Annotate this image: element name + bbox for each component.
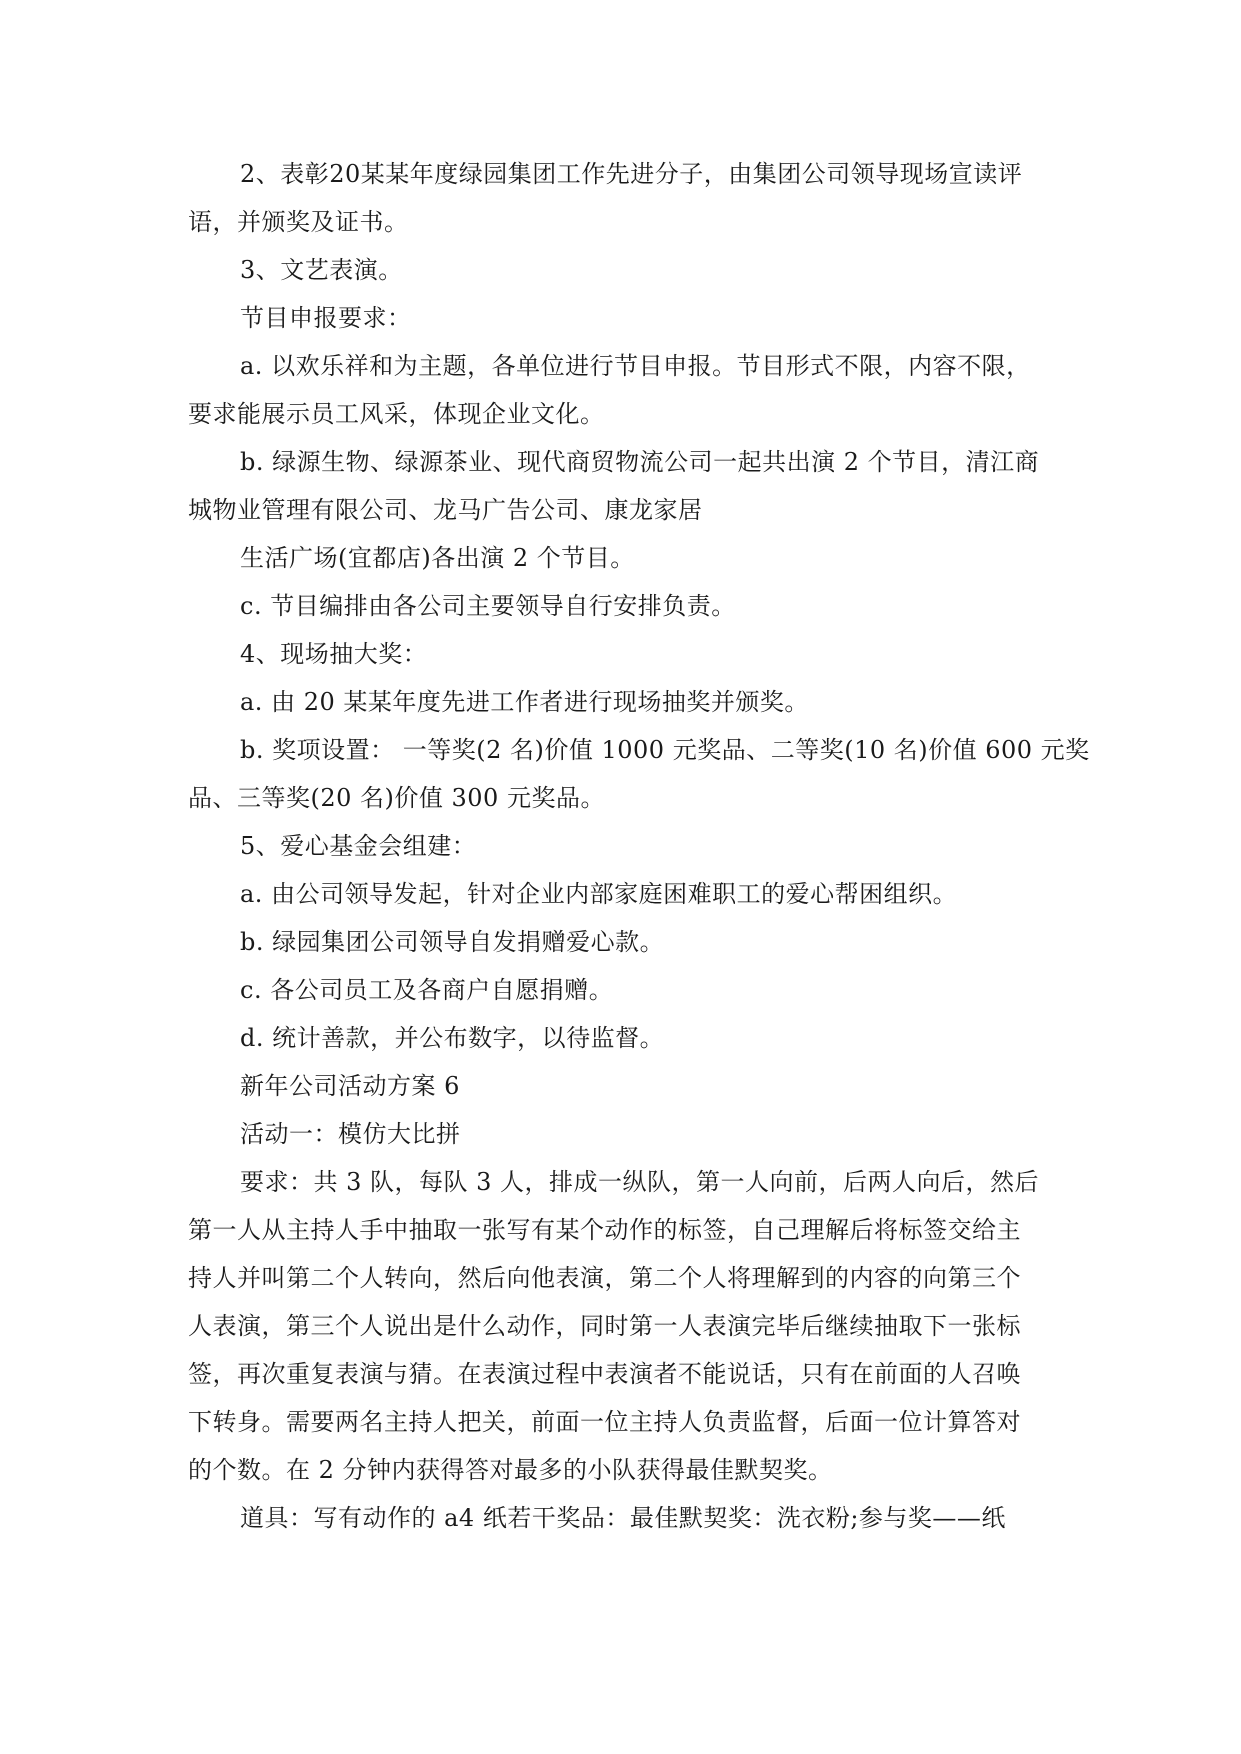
paragraph-line: 要求能展示员工风采，体现企业文化。 bbox=[188, 400, 605, 428]
paragraph-line: 人表演，第三个人说出是什么动作，同时第一人表演完毕后继续抽取下一张标 bbox=[188, 1312, 1021, 1340]
paragraph-line: 品、三等奖(20 名)价值 300 元奖品。 bbox=[188, 784, 605, 812]
paragraph-line: c. 节目编排由各公司主要领导自行安排负责。 bbox=[240, 592, 736, 620]
paragraph-line: 签，再次重复表演与猜。在表演过程中表演者不能说话，只有在前面的人召唤 bbox=[188, 1360, 1021, 1388]
paragraph-line: a. 由 20 某某年度先进工作者进行现场抽奖并颁奖。 bbox=[240, 688, 809, 716]
paragraph-line: 要求：共 3 队，每队 3 人，排成一纵队，第一人向前，后两人向后，然后 bbox=[240, 1168, 1040, 1196]
activity-title: 活动一：模仿大比拼 bbox=[240, 1120, 461, 1148]
section-heading: 新年公司活动方案 6 bbox=[240, 1072, 460, 1100]
paragraph-line: 语，并颁奖及证书。 bbox=[188, 208, 409, 236]
paragraph-line: 持人并叫第二个人转向，然后向他表演，第二个人将理解到的内容的向第三个 bbox=[188, 1264, 1021, 1292]
paragraph-line: b. 绿园集团公司领导自发捐赠爱心款。 bbox=[240, 928, 665, 956]
paragraph-line: 4、现场抽大奖： bbox=[240, 640, 428, 668]
document-body bbox=[188, 150, 1090, 1542]
paragraph-line: d. 统计善款，并公布数字，以待监督。 bbox=[240, 1024, 665, 1052]
paragraph-line: a. 以欢乐祥和为主题，各单位进行节目申报。节目形式不限，内容不限， bbox=[240, 352, 1031, 380]
paragraph-line: 5、爱心基金会组建： bbox=[240, 832, 477, 860]
paragraph-line: 第一人从主持人手中抽取一张写有某个动作的标签，自己理解后将标签交给主 bbox=[188, 1216, 1021, 1244]
paragraph-line: 2、表彰20某某年度绿园集团工作先进分子，由集团公司领导现场宣读评 bbox=[240, 160, 1023, 188]
paragraph-line: c. 各公司员工及各商户自愿捐赠。 bbox=[240, 976, 614, 1004]
paragraph-line: 节目申报要求： bbox=[240, 304, 412, 332]
paragraph-line: 生活广场(宜都店)各出演 2 个节目。 bbox=[240, 544, 635, 572]
paragraph-line: b. 奖项设置： 一等奖(2 名)价值 1000 元奖品、二等奖(10 名)价值 600 元奖 bbox=[240, 736, 1090, 764]
paragraph-line: b. 绿源生物、绿源茶业、现代商贸物流公司一起共出演 2 个节目，清江商 bbox=[240, 448, 1040, 476]
paragraph-line: 3、文艺表演。 bbox=[240, 256, 403, 284]
paragraph-line: 城物业管理有限公司、龙马广告公司、康龙家居 bbox=[188, 496, 703, 524]
paragraph-line: 下转身。需要两名主持人把关，前面一位主持人负责监督，后面一位计算答对 bbox=[188, 1408, 1021, 1436]
paragraph-line: a. 由公司领导发起，针对企业内部家庭困难职工的爱心帮困组织。 bbox=[240, 880, 958, 908]
paragraph-line: 道具：写有动作的 a4 纸若干奖品：最佳默契奖：洗衣粉;参与奖——纸 bbox=[240, 1504, 1006, 1532]
paragraph-line: 的个数。在 2 分钟内获得答对最多的小队获得最佳默契奖。 bbox=[188, 1456, 833, 1484]
